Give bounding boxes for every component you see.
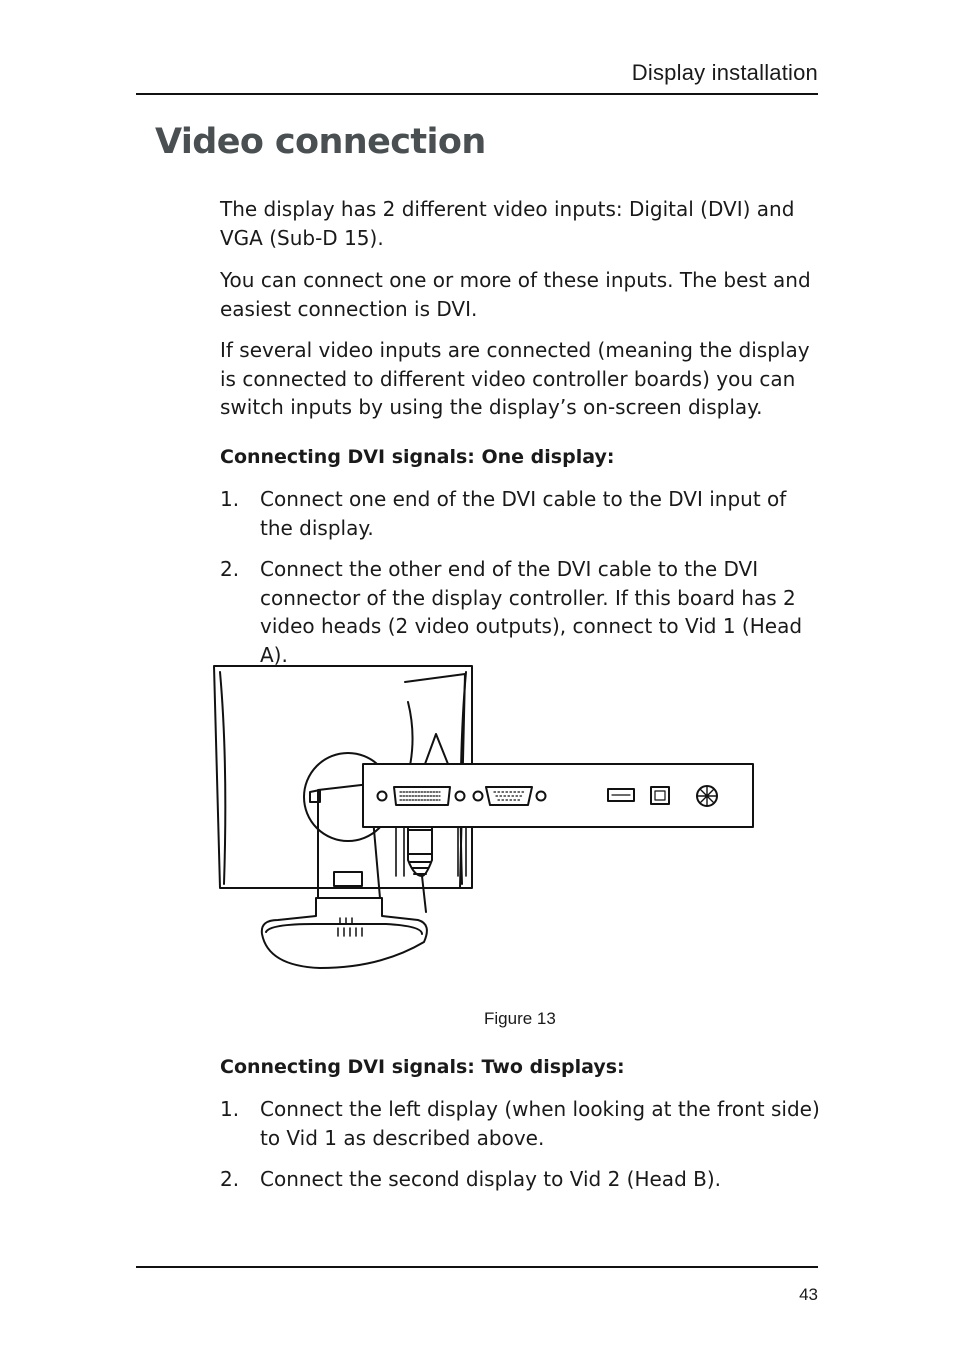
list-item-text: Connect one end of the DVI cable to the DVI input of the display. xyxy=(260,487,787,540)
heading-two-displays: Connecting DVI signals: Two displays: xyxy=(220,1056,625,1078)
heading-one-display: Connecting DVI signals: One display: xyxy=(220,446,615,468)
figure-caption: Figure 13 xyxy=(484,1009,556,1028)
paragraph-connect-inputs: You can connect one or more of these inputs. The best and easiest connection is DVI. xyxy=(220,268,811,321)
running-header: Display installation xyxy=(631,60,818,85)
list-item-text: Connect the left display (when looking at the front side) to Vid 1 as described above. xyxy=(260,1097,820,1150)
header-rule xyxy=(136,93,818,95)
paragraph-switch-inputs: If several video inputs are connected (meaning the display is connected to different video controller boards) you can switch inputs by using the display’s on-screen display. xyxy=(220,338,810,419)
paragraph-video-inputs: The display has 2 different video inputs: Digital (DVI) and VGA (Sub-D 15). xyxy=(220,197,795,250)
monitor-rear-illustration xyxy=(210,662,758,972)
figure-monitor-rear-dvi xyxy=(210,662,758,972)
list-item-text: Connect the other end of the DVI cable to the DVI connector of the display controller. If this board has 2 video heads (2 video outputs), connect to Vid 1 (Head A). xyxy=(260,557,803,667)
list-item-text: Connect the second display to Vid 2 (Head B). xyxy=(260,1167,721,1191)
page-number: 43 xyxy=(799,1285,818,1304)
list-item-number: 2. xyxy=(220,1167,240,1191)
footer-rule xyxy=(136,1266,818,1268)
list-item-number: 2. xyxy=(220,557,240,581)
page-title: Video connection xyxy=(155,122,486,162)
list-item-number: 1. xyxy=(220,1097,240,1121)
list-item-number: 1. xyxy=(220,487,240,511)
